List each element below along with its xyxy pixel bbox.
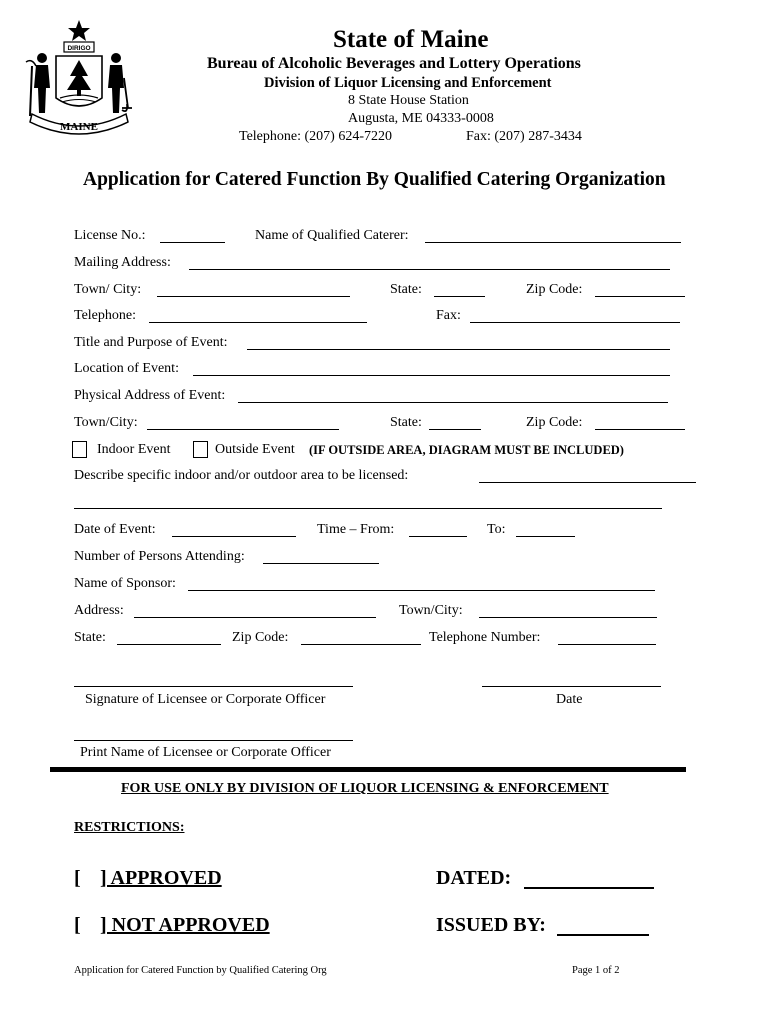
event-zip-field[interactable] bbox=[595, 429, 685, 430]
fax-label: Fax: bbox=[436, 308, 461, 323]
physical-address-label: Physical Address of Event: bbox=[74, 388, 226, 403]
describe-area-field-2[interactable] bbox=[74, 508, 662, 509]
issued-by-field[interactable] bbox=[557, 934, 649, 936]
zip-label: Zip Code: bbox=[526, 282, 583, 297]
sponsor-telephone-field[interactable] bbox=[558, 644, 656, 645]
persons-field[interactable] bbox=[263, 563, 379, 564]
seal-text: MAINE bbox=[60, 121, 98, 133]
town-city-label: Town/ City: bbox=[74, 282, 142, 297]
outside-event-label: Outside Event bbox=[215, 442, 295, 457]
state-label: State: bbox=[390, 282, 422, 297]
zip-field[interactable] bbox=[595, 296, 685, 297]
persons-label: Number of Persons Attending: bbox=[74, 549, 245, 564]
event-town-city-label: Town/City: bbox=[74, 415, 138, 430]
indoor-event-checkbox[interactable] bbox=[72, 441, 87, 458]
title-purpose-label: Title and Purpose of Event: bbox=[74, 335, 228, 350]
signature-date-label: Date bbox=[556, 692, 583, 707]
approved-text: ] APPROVED bbox=[100, 867, 222, 889]
not-approved-text: ] NOT APPROVED bbox=[100, 914, 270, 936]
seal-motto: DIRIGO bbox=[67, 45, 91, 52]
division-name: Division of Liquor Licensing and Enforcement bbox=[264, 75, 552, 91]
title-purpose-field[interactable] bbox=[247, 349, 670, 350]
state-title: State of Maine bbox=[333, 26, 489, 53]
telephone-line: Telephone: (207) 624-7220 bbox=[239, 129, 392, 144]
sponsor-zip-label: Zip Code: bbox=[232, 630, 289, 645]
issued-by-label: ISSUED BY: bbox=[436, 914, 546, 936]
event-zip-label: Zip Code: bbox=[526, 415, 583, 430]
sponsor-state-label: State: bbox=[74, 630, 106, 645]
sponsor-town-label: Town/City: bbox=[399, 603, 463, 618]
address-line-2: Augusta, ME 04333-0008 bbox=[348, 111, 494, 126]
signature-label: Signature of Licensee or Corporate Officer bbox=[85, 692, 326, 707]
mailing-address-label: Mailing Address: bbox=[74, 255, 171, 270]
form-title: Application for Catered Function By Qualified Catering Organization bbox=[83, 169, 666, 190]
footer-doc-name: Application for Catered Function by Qualified Catering Org bbox=[74, 965, 327, 976]
physical-address-field[interactable] bbox=[238, 402, 668, 403]
state-seal-icon bbox=[24, 18, 134, 136]
location-field[interactable] bbox=[193, 375, 670, 376]
caterer-name-label: Name of Qualified Caterer: bbox=[255, 228, 409, 243]
not-approved-bracket[interactable]: [ bbox=[74, 914, 81, 936]
telephone-label: Telephone: bbox=[74, 308, 136, 323]
mailing-address-field[interactable] bbox=[189, 269, 670, 270]
bureau-name: Bureau of Alcoholic Beverages and Lottery Operations bbox=[207, 55, 581, 72]
restrictions-label: RESTRICTIONS: bbox=[74, 820, 185, 835]
approved-bracket[interactable]: [ bbox=[74, 867, 81, 889]
office-use-heading: FOR USE ONLY BY DIVISION OF LIQUOR LICENSING & ENFORCEMENT bbox=[121, 781, 609, 796]
print-name-label: Print Name of Licensee or Corporate Officer bbox=[80, 745, 331, 760]
indoor-event-label: Indoor Event bbox=[97, 442, 171, 457]
signature-date-field[interactable] bbox=[482, 686, 661, 687]
license-no-field[interactable] bbox=[160, 242, 225, 243]
print-name-field[interactable] bbox=[74, 740, 353, 741]
describe-area-field[interactable] bbox=[479, 482, 696, 483]
section-divider bbox=[50, 767, 686, 772]
outside-event-checkbox[interactable] bbox=[193, 441, 208, 458]
not-approved-label bbox=[100, 914, 270, 937]
time-to-field[interactable] bbox=[516, 536, 575, 537]
state-field[interactable] bbox=[434, 296, 485, 297]
time-from-field[interactable] bbox=[409, 536, 467, 537]
telephone-field[interactable] bbox=[149, 322, 367, 323]
outside-area-note: (IF OUTSIDE AREA, DIAGRAM MUST BE INCLUDED) bbox=[309, 443, 624, 457]
signature-field[interactable] bbox=[74, 686, 353, 687]
sponsor-zip-field[interactable] bbox=[301, 644, 421, 645]
sponsor-town-field[interactable] bbox=[479, 617, 657, 618]
town-city-field[interactable] bbox=[157, 296, 350, 297]
sponsor-state-field[interactable] bbox=[117, 644, 221, 645]
event-date-field[interactable] bbox=[172, 536, 296, 537]
event-state-field[interactable] bbox=[429, 429, 481, 430]
event-state-label: State: bbox=[390, 415, 422, 430]
event-date-label: Date of Event: bbox=[74, 522, 156, 537]
dated-label: DATED: bbox=[436, 867, 512, 889]
license-no-label: License No.: bbox=[74, 228, 146, 243]
sponsor-address-label: Address: bbox=[74, 603, 124, 618]
approved-label bbox=[100, 867, 222, 890]
dated-field[interactable] bbox=[524, 887, 654, 889]
caterer-name-field[interactable] bbox=[425, 242, 681, 243]
fax-line: Fax: (207) 287-3434 bbox=[466, 129, 582, 144]
fax-field[interactable] bbox=[470, 322, 680, 323]
location-label: Location of Event: bbox=[74, 361, 179, 376]
sponsor-label: Name of Sponsor: bbox=[74, 576, 176, 591]
address-line-1: 8 State House Station bbox=[348, 93, 469, 108]
sponsor-telephone-label: Telephone Number: bbox=[429, 630, 541, 645]
footer-page-number: Page 1 of 2 bbox=[572, 965, 620, 976]
time-to-label: To: bbox=[487, 522, 506, 537]
time-from-label: Time – From: bbox=[317, 522, 395, 537]
sponsor-address-field[interactable] bbox=[134, 617, 376, 618]
event-town-city-field[interactable] bbox=[147, 429, 339, 430]
sponsor-field[interactable] bbox=[188, 590, 655, 591]
describe-area-label: Describe specific indoor and/or outdoor area to be licensed: bbox=[74, 468, 409, 483]
